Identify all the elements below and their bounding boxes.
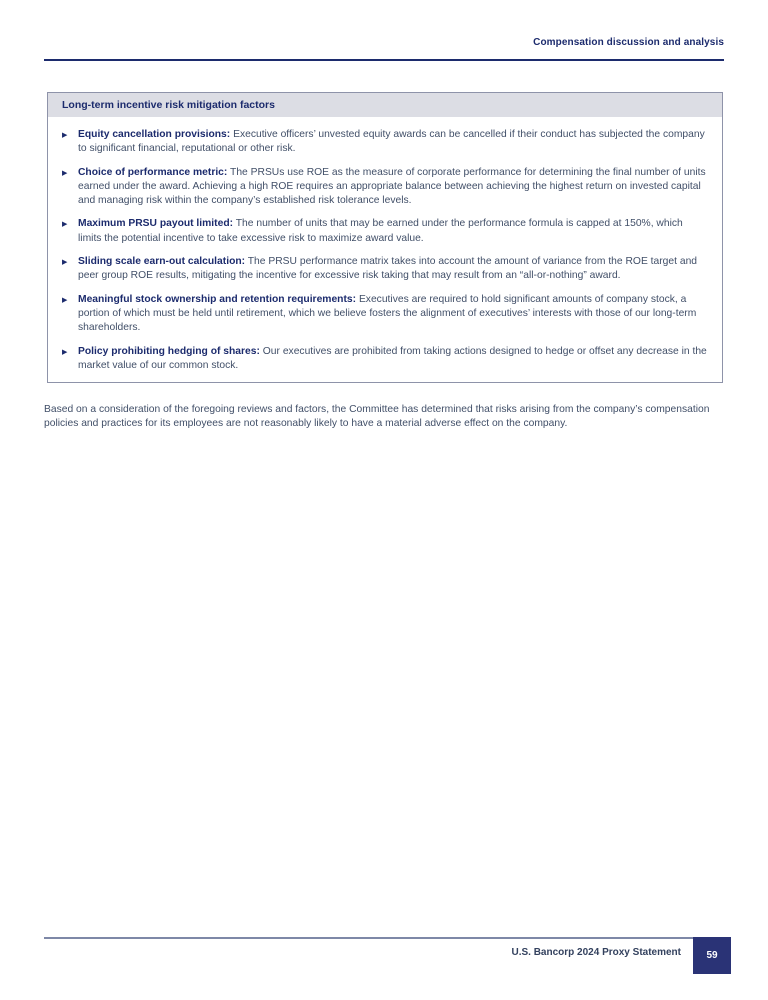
risk-box-title: Long-term incentive risk mitigation factors: [62, 99, 275, 111]
risk-factor-lead: Sliding scale earn-out calculation:: [78, 256, 246, 268]
risk-factor-text: [78, 293, 709, 336]
risk-factor-text: [78, 217, 709, 246]
risk-factor-item: [62, 128, 710, 157]
risk-factor-body: The number of units that may be earned under the performance formula is capped at 150%, which limits the potential incentive to take excessive risk to maximize award value.: [78, 218, 683, 244]
bullet-triangle-icon: ▶: [62, 221, 68, 229]
risk-factor-item: [62, 217, 710, 246]
header-rule: [44, 59, 724, 61]
risk-box-header: [48, 93, 722, 117]
risk-factor-text: [78, 166, 709, 209]
risk-factor-body: Executives are required to hold significant amounts of company stock, a portion of which must be held until retirement, which we believe fosters the alignment of executives’ interests with those of our long-term shareholders.: [78, 293, 697, 334]
risk-factor-body: Our executives are prohibited from taking actions designed to hedge or offset any decrease in the market value of our common stock.: [78, 345, 707, 371]
risk-factor-item: [62, 293, 710, 336]
bullet-triangle-icon: ▶: [62, 296, 68, 304]
risk-factor-text: [78, 255, 709, 284]
bullet-triangle-icon: ▶: [62, 348, 68, 356]
risk-factor-lead: Choice of performance metric:: [78, 166, 228, 178]
risk-factor-text: [78, 128, 709, 157]
page-number-badge: [693, 937, 731, 974]
risk-factor-item: [62, 255, 710, 284]
footer-statement: U.S. Bancorp 2024 Proxy Statement: [511, 947, 681, 958]
risk-factor-item: [62, 345, 710, 374]
risk-box-body: [48, 117, 722, 382]
page-number: 59: [706, 950, 718, 961]
footer-rule: [44, 937, 731, 939]
bullet-triangle-icon: ▶: [62, 259, 68, 267]
risk-factor-text: [78, 345, 709, 374]
risk-factor-lead: Meaningful stock ownership and retention requirements:: [78, 293, 357, 305]
bullet-triangle-icon: ▶: [62, 169, 68, 177]
risk-factor-body: The PRSUs use ROE as the measure of corporate performance for determining the final number of units earned under the award. Achieving a high ROE requires an appropriate balance between achieving the highest return on invested capital and managing risk within the company’s established risk tolerance levels.: [78, 166, 706, 207]
risk-factor-lead: Maximum PRSU payout limited:: [78, 218, 234, 230]
risk-factor-body: The PRSU performance matrix takes into account the amount of variance from the ROE target and peer group ROE results, mitigating the incentive for excessive risk taking that may result from an “all-or-nothing” award.: [78, 256, 698, 282]
risk-factor-lead: Policy prohibiting hedging of shares:: [78, 345, 260, 357]
risk-mitigation-box: [47, 92, 723, 383]
closing-paragraph: Based on a consideration of the foregoing reviews and factors, the Committee has determined that risks arising from the company’s compensation policies and practices for its employees are not reasonably likely to have a material adverse effect on the company.: [44, 404, 710, 430]
section-title: Compensation discussion and analysis: [533, 37, 724, 48]
running-header: [44, 0, 724, 48]
bullet-triangle-icon: ▶: [62, 132, 68, 139]
risk-factor-body: Executive officers’ unvested equity awards can be cancelled if their conduct has subjected the company to significant financial, reputational or other risk.: [78, 129, 705, 155]
risk-factor-lead: Equity cancellation provisions:: [78, 129, 231, 140]
risk-factor-item: [62, 166, 710, 209]
